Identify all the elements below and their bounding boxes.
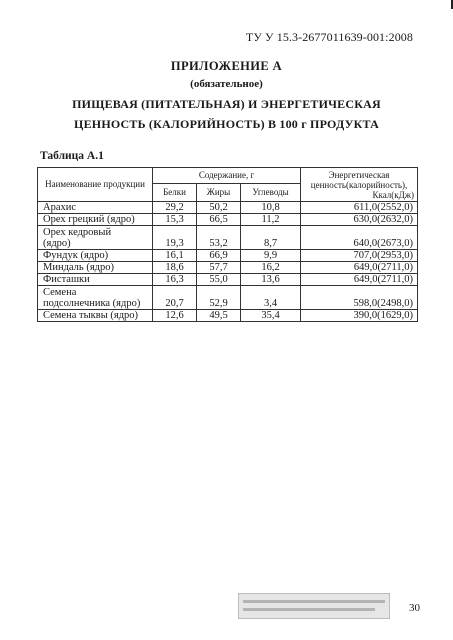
cell-protein: 19,3 — [153, 226, 197, 250]
table-row — [38, 262, 418, 274]
cell-product-name — [38, 286, 153, 310]
cell-energy: 707,0(2953,0) — [301, 250, 418, 262]
cell-fat: 53,2 — [197, 226, 241, 250]
cell-carbs: 3,4 — [241, 286, 301, 310]
cell-protein: 29,2 — [153, 202, 197, 214]
cell-energy: 649,0(2711,0) — [301, 262, 418, 274]
cell-fat: 66,9 — [197, 250, 241, 262]
cell-carbs: 9,9 — [241, 250, 301, 262]
cell-carbs: 13,6 — [241, 274, 301, 286]
cell-carbs: 8,7 — [241, 226, 301, 250]
product-name-line-1: Миндаль (ядро) — [43, 262, 114, 273]
header-content: Содержание, г — [153, 168, 301, 184]
header-protein: Белки — [153, 184, 197, 202]
cell-protein: 15,3 — [153, 214, 197, 226]
header-energy-line-2: ценность(калорийность), — [310, 179, 408, 190]
table-row — [38, 202, 418, 214]
cell-protein: 18,6 — [153, 262, 197, 274]
table-row — [38, 310, 418, 322]
cell-energy: 598,0(2498,0) — [301, 286, 418, 310]
stamp-watermark — [238, 593, 390, 619]
product-name-line-1: Арахис — [43, 202, 77, 213]
table-caption: Таблица А.1 — [40, 150, 104, 162]
cell-product-name — [38, 202, 153, 214]
product-name-line-1: Орех грецкий (ядро) — [43, 214, 135, 225]
cell-energy: 630,0(2632,0) — [301, 214, 418, 226]
table-row — [38, 226, 418, 250]
appendix-title: ПРИЛОЖЕНИЕ А — [170, 59, 283, 73]
cell-protein: 16,3 — [153, 274, 197, 286]
cell-energy: 649,0(2711,0) — [301, 274, 418, 286]
cell-carbs: 10,8 — [241, 202, 301, 214]
cell-protein: 20,7 — [153, 286, 197, 310]
cell-fat: 55,0 — [197, 274, 241, 286]
cell-energy: 640,0(2673,0) — [301, 226, 418, 250]
cell-protein: 12,6 — [153, 310, 197, 322]
product-name-line-1: Семена — [43, 287, 77, 298]
product-name-line-1: Фисташки — [43, 274, 90, 285]
product-name-line-1: Семена тыквы (ядро) — [43, 310, 139, 321]
cell-product-name — [38, 226, 153, 250]
header-energy-line-1: Энергетическая — [328, 169, 390, 180]
product-name-line-1: Орех кедровый — [43, 227, 112, 238]
cell-product-name — [38, 262, 153, 274]
header-carbs: Углеводы — [241, 184, 301, 202]
cell-fat: 57,7 — [197, 262, 241, 274]
header-energy-line-3: Ккал(кДж) — [372, 189, 415, 200]
table-row — [38, 274, 418, 286]
cell-energy: 390,0(1629,0) — [301, 310, 418, 322]
cell-energy: 611,0(2552,0) — [301, 202, 418, 214]
cell-product-name — [38, 310, 153, 322]
cell-fat: 66,5 — [197, 214, 241, 226]
appendix-note: (обязательное) — [190, 78, 263, 90]
cell-carbs: 11,2 — [241, 214, 301, 226]
document-code: ТУ У 15.3-2677011639-001:2008 — [245, 30, 413, 44]
cell-product-name — [38, 274, 153, 286]
product-name-line-2: (ядро) — [43, 238, 71, 249]
cell-product-name — [38, 214, 153, 226]
header-product-name: Наименование продукции — [38, 168, 153, 202]
table-row — [38, 286, 418, 310]
cell-carbs: 16,2 — [241, 262, 301, 274]
table-row — [38, 214, 418, 226]
product-name-line-1: Фундук (ядро) — [43, 250, 109, 261]
table-row — [38, 250, 418, 262]
heading-line-2: ЦЕННОСТЬ (КАЛОРИЙНОСТЬ) В 100 г ПРОДУКТА — [74, 117, 379, 131]
cell-fat: 49,5 — [197, 310, 241, 322]
cell-carbs: 35,4 — [241, 310, 301, 322]
cell-product-name — [38, 250, 153, 262]
header-energy — [301, 168, 418, 202]
nutrition-table — [37, 167, 418, 322]
heading-line-1: ПИЩЕВАЯ (ПИТАТЕЛЬНАЯ) И ЭНЕРГЕТИЧЕСКАЯ — [72, 97, 381, 111]
product-name-line-2: подсолнечника (ядро) — [43, 298, 141, 309]
cell-protein: 16,1 — [153, 250, 197, 262]
cell-fat: 50,2 — [197, 202, 241, 214]
page-number: 30 — [409, 602, 420, 614]
cell-fat: 52,9 — [197, 286, 241, 310]
header-fat: Жиры — [197, 184, 241, 202]
